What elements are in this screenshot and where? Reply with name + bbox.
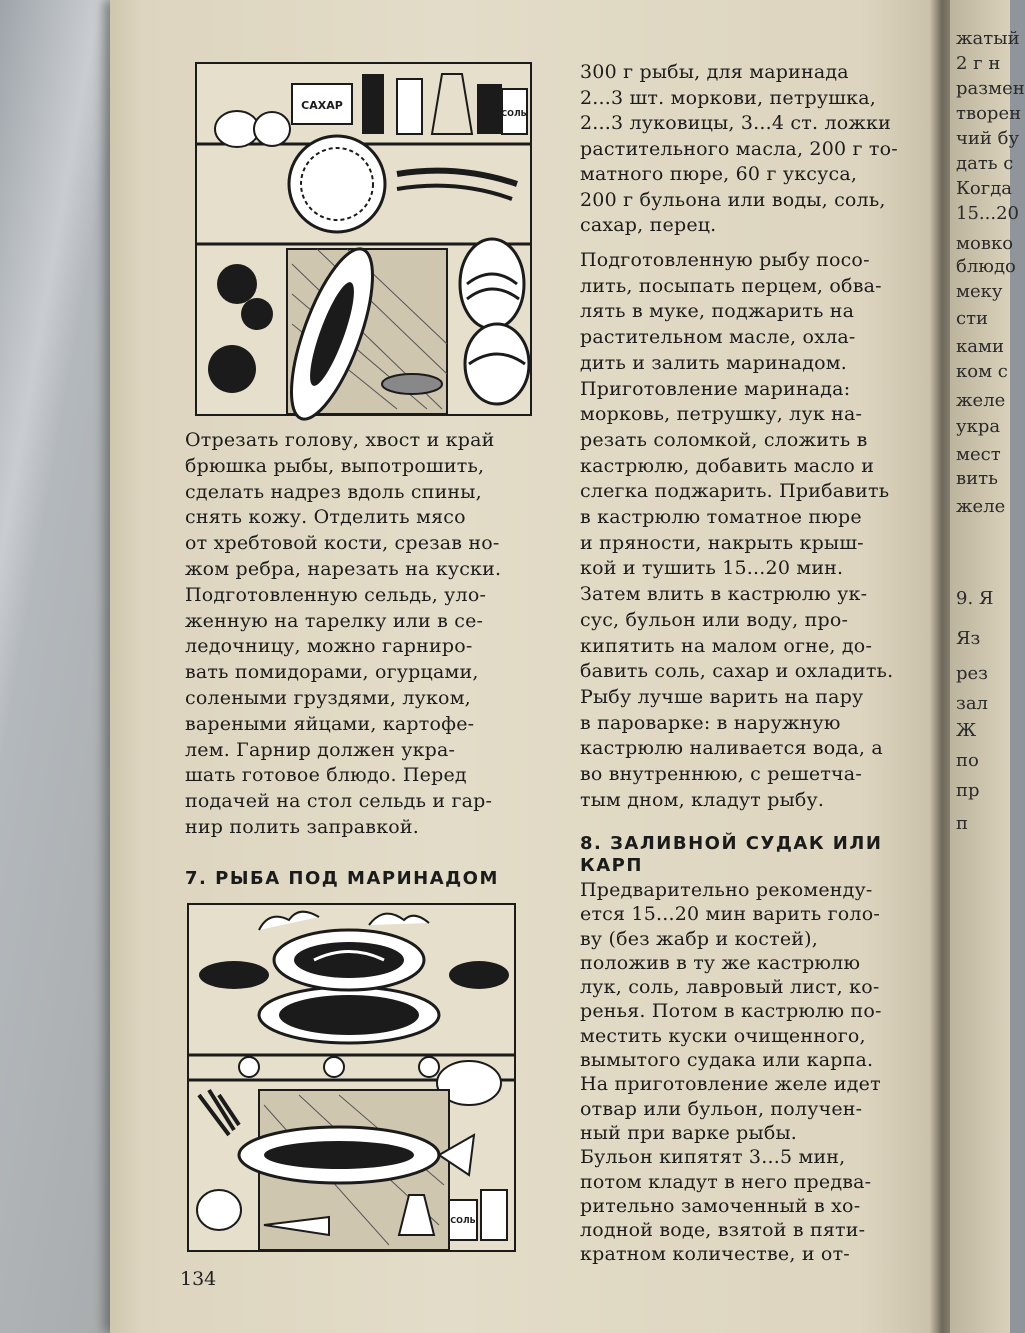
- herring-instructions: [185, 428, 535, 841]
- text-line: от хребтовой кости, срезав но-: [185, 532, 500, 555]
- text-line: вать помидорами, огурцами,: [185, 661, 479, 684]
- ingredient-line: растительного масла, 200 г то-: [580, 137, 898, 160]
- text-line: бавить соль, сахар и охладить.: [580, 660, 894, 683]
- text-line: Рыбу лучше варить на пару: [580, 685, 864, 708]
- section-8-text: [580, 878, 920, 1267]
- text-line: Отрезать голову, хвост и край: [185, 429, 495, 451]
- text-line: во внутреннюю, с решетча-: [580, 763, 862, 786]
- next-page-fragment: ком с: [956, 361, 1008, 382]
- next-page-fragment: Яз: [956, 628, 981, 649]
- text-line: нир полить заправкой.: [185, 815, 420, 838]
- next-page-fragment: вить: [956, 468, 998, 489]
- next-page-fragment: Ж: [956, 720, 977, 741]
- next-page-fragment: блюдо: [956, 256, 1016, 277]
- text-line: в кастрюлю томатное пюре: [580, 506, 862, 529]
- text-line: На приготовление желе идет: [580, 1073, 881, 1096]
- text-line: вымытого судака или карпа.: [580, 1049, 874, 1072]
- next-page-fragment: 15...20: [956, 203, 1019, 224]
- text-line: ется 15...20 мин варить голо-: [580, 903, 880, 926]
- text-line: резать соломкой, сложить в: [580, 428, 868, 451]
- text-line: кратном количестве, и от-: [580, 1243, 850, 1266]
- text-line: женную на тарелку или в се-: [185, 609, 484, 632]
- text-line: Затем влить в кастрюлю ук-: [580, 583, 868, 606]
- ingredients-block: [580, 60, 920, 239]
- text-line: брюшка рыбы, выпотрошить,: [185, 454, 485, 477]
- text-line: Подготовленную рыбу посо-: [580, 249, 870, 271]
- text-line: дить и залить маринадом.: [580, 351, 847, 374]
- next-page-fragment: творен: [956, 103, 1022, 124]
- next-page-fragment: пр: [956, 780, 980, 801]
- text-line: лем. Гарнир должен укра-: [185, 738, 456, 761]
- next-page-fragment: рез: [956, 663, 988, 684]
- next-page-fragment: желе: [956, 496, 1006, 517]
- text-line: кастрюлю наливается вода, а: [580, 737, 883, 760]
- next-page-fragment: меку: [956, 281, 1003, 302]
- next-page-fragment: п: [956, 813, 968, 834]
- ingredient-line: 300 г рыбы, для маринада: [580, 61, 849, 83]
- illustration-steamer-stove: [187, 903, 516, 1252]
- text-line: слегка поджарить. Прибавить: [580, 480, 890, 503]
- text-line: местить куски очищенного,: [580, 1024, 866, 1047]
- text-line: шать готовое блюдо. Перед: [185, 764, 467, 787]
- next-page-fragment: по: [956, 750, 979, 771]
- next-page-fragment: размен: [956, 78, 1025, 99]
- next-page-fragment: чий бу: [956, 128, 1020, 149]
- ingredient-line: 200 г бульона или воды, соль,: [580, 188, 886, 211]
- text-line: сделать надрез вдоль спины,: [185, 480, 482, 503]
- ingredient-line: сахар, перец.: [580, 214, 717, 236]
- book-gutter: [930, 0, 952, 1333]
- heading-section-7: 7. РЫБА ПОД МАРИНАДОМ: [185, 868, 499, 889]
- text-line: ву (без жабр и костей),: [580, 927, 818, 950]
- sugar-jar-label: САХАР: [301, 99, 343, 112]
- text-line: кой и тушить 15...20 мин.: [580, 557, 844, 580]
- text-line: отвар или бульон, получен-: [580, 1097, 863, 1120]
- text-line: лить, посыпать перцем, обва-: [580, 274, 882, 297]
- text-line: жом ребра, нарезать на куски.: [185, 557, 502, 580]
- next-page-fragment: 9. Я: [956, 588, 994, 609]
- heading-section-8-line1: 8. ЗАЛИВНОЙ СУДАК ИЛИ: [580, 833, 883, 854]
- text-line: кастрюлю, добавить масло и: [580, 454, 875, 477]
- next-page-fragment: ками: [956, 336, 1004, 357]
- salt-shaker-label: СОЛЬ: [450, 1216, 476, 1225]
- salt-jar-label: СОЛЬ: [501, 109, 527, 118]
- text-line: сус, бульон или воду, про-: [580, 608, 849, 631]
- text-line: ренья. Потом в кастрюлю по-: [580, 1000, 882, 1023]
- next-page-fragment: дать с: [956, 153, 1014, 174]
- text-line: лук, соль, лавровый лист, ко-: [580, 976, 880, 999]
- text-line: тым дном, кладут рыбу.: [580, 788, 825, 811]
- next-page-edge: [950, 0, 1025, 1333]
- text-line: кипятить на малом огне, до-: [580, 634, 873, 657]
- text-line: морковь, петрушку, лук на-: [580, 403, 863, 426]
- text-line: Бульон кипятят 3...5 мин,: [580, 1146, 846, 1169]
- next-page-fragment: зал: [956, 693, 988, 714]
- marinade-instructions: [580, 248, 920, 813]
- next-page-fragment: Когда: [956, 178, 1013, 199]
- text-line: снять кожу. Отделить мясо: [185, 506, 466, 529]
- text-line: в пароварке: в наружную: [580, 711, 841, 734]
- next-page-fragment: укра: [956, 416, 1001, 437]
- text-line: и пряности, накрыть крыш-: [580, 531, 864, 554]
- text-line: ледочницу, можно гарниро-: [185, 635, 473, 658]
- next-page-fragment: 2 г н: [956, 53, 1001, 74]
- text-line: ный при варке рыбы.: [580, 1121, 798, 1144]
- ingredient-line: 2...3 шт. моркови, петрушка,: [580, 86, 876, 109]
- text-line: вареными яйцами, картофе-: [185, 712, 475, 735]
- text-line: Предварительно рекоменду-: [580, 879, 873, 901]
- ingredient-line: матного пюре, 60 г уксуса,: [580, 163, 858, 185]
- text-line: потом кладут в него предва-: [580, 1170, 872, 1193]
- text-line: лодной воде, взятой в пяти-: [580, 1219, 866, 1242]
- text-line: Подготовленную сельдь, уло-: [185, 583, 487, 606]
- next-page-fragment: мест: [956, 444, 1001, 465]
- page-number: 134: [180, 1268, 217, 1290]
- text-line: положив в ту же кастрюлю: [580, 951, 861, 974]
- text-line: растительном масле, охла-: [580, 326, 856, 349]
- next-page-fragment: мовко: [956, 233, 1014, 254]
- heading-section-8-line2: КАРП: [580, 855, 643, 876]
- next-page-fragment: жатый: [956, 28, 1020, 49]
- text-line: солеными груздями, луком,: [185, 686, 471, 709]
- illustration-herring-table: [195, 62, 532, 416]
- ingredient-line: 2...3 луковицы, 3...4 ст. ложки: [580, 112, 891, 134]
- text-line: рительно замоченный в хо-: [580, 1194, 861, 1217]
- text-line: подачей на стол сельдь и гар-: [185, 790, 493, 813]
- next-page-fragment: желе: [956, 390, 1006, 411]
- text-line: Приготовление маринада:: [580, 377, 851, 400]
- next-page-fragment: сти: [956, 308, 989, 329]
- text-line: лять в муке, поджарить на: [580, 300, 855, 323]
